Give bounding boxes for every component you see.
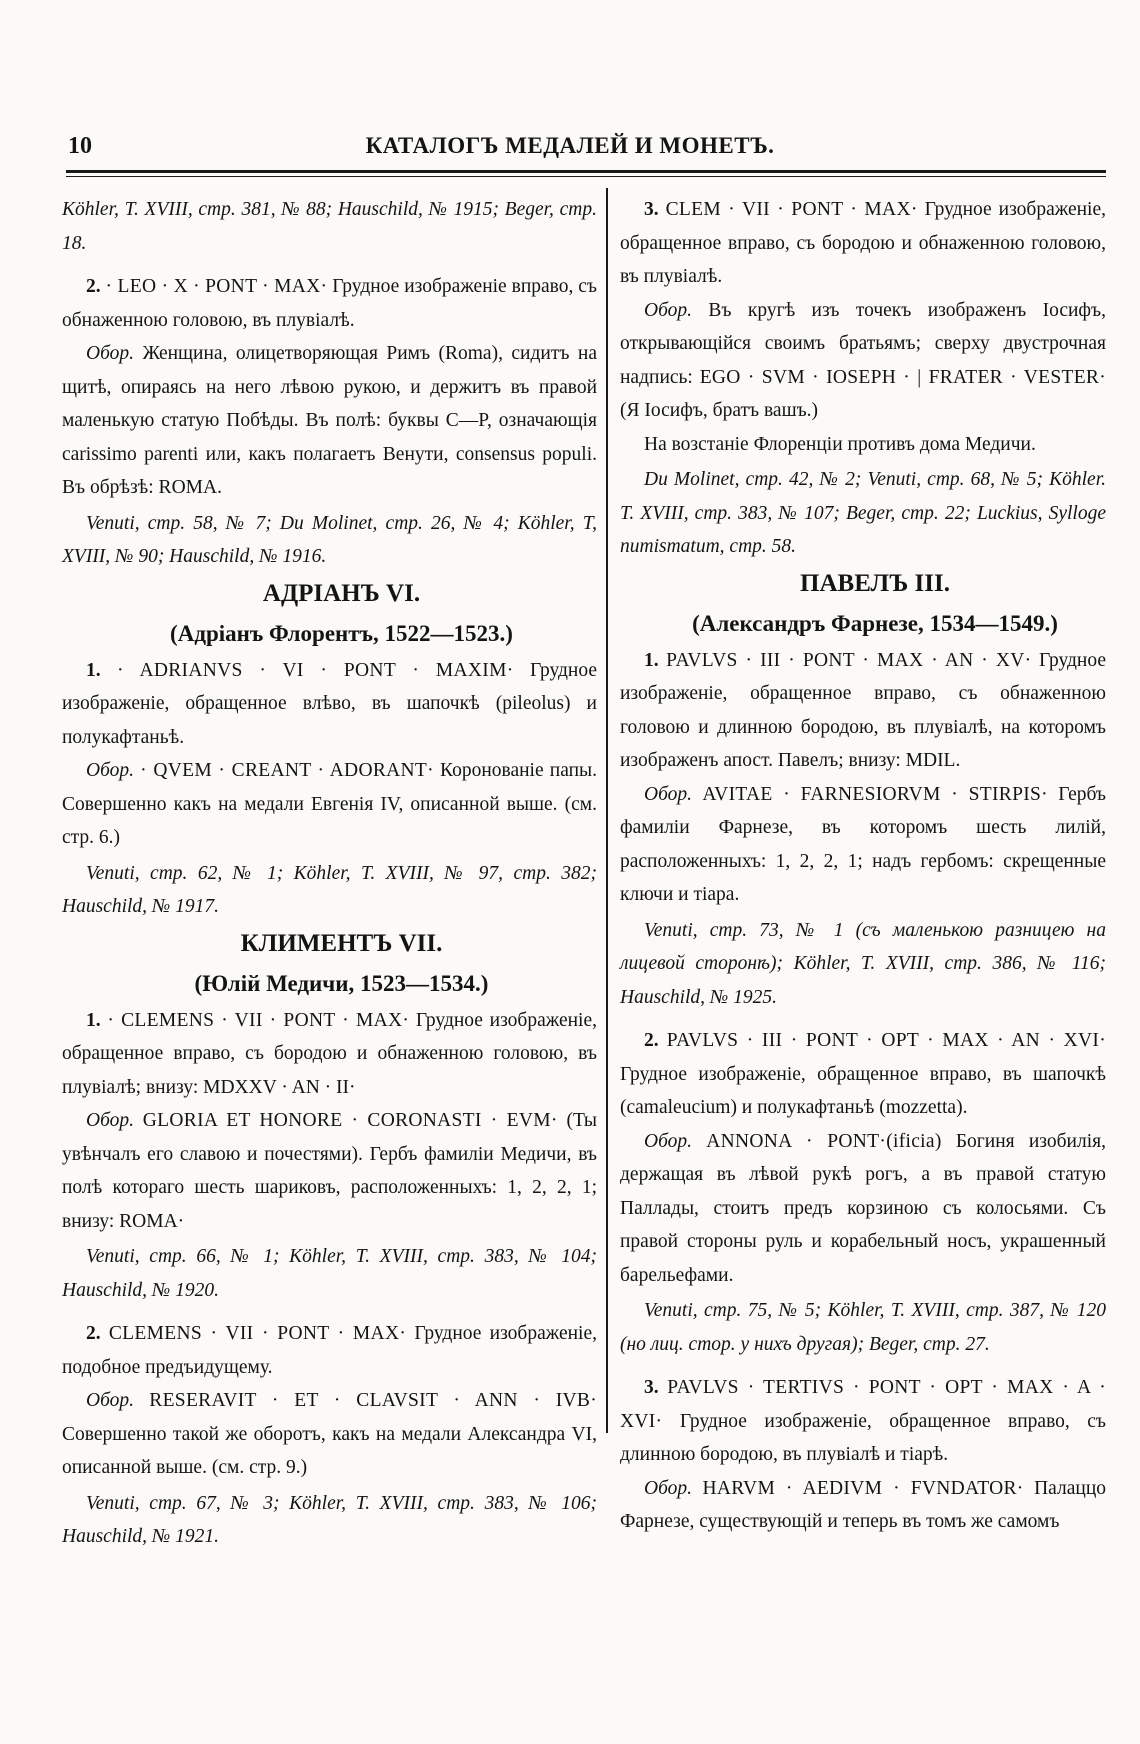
entry-number: 2. <box>644 1030 659 1051</box>
reverse-legend: ANNONA · PONT·(ificia) <box>706 1130 942 1152</box>
medal-description: Грудное изображеніе, обращенное вправо, съ бородою и обнаженною головою, въ плувіалѣ; внизу: MDXXV · AN · II· <box>62 1009 598 1098</box>
section-subtitle-adrian: (Адріанъ Флорентъ, 1522—1523.) <box>170 620 513 646</box>
reverse-description <box>620 1125 1106 1293</box>
medal-legend: · CLEMENS · VII · PONT · MAX· <box>107 1009 410 1031</box>
entry-number: 1. <box>86 1009 101 1031</box>
medal-entry-clement-1 <box>62 1004 597 1105</box>
reverse-label: Обор. <box>644 783 693 805</box>
medal-entry-leo-2 <box>62 270 597 337</box>
entry-number: 1. <box>644 649 659 671</box>
medal-legend: CLEMENS · VII · PONT · MAX· <box>108 1323 407 1344</box>
reverse-label: Обор. <box>86 1390 135 1411</box>
medal-entry-clement-2 <box>62 1317 597 1384</box>
right-column <box>620 193 1106 1539</box>
reverse-text: Женщина, олицетворяющая Римъ (Roma), сидитъ на щитѣ, опираясь на него лѣвою рукою, и держитъ въ правой маленькую статую Побѣды. Въ полѣ: буквы C—P, означающія carissimo parenti или, какъ полагаетъ Венути, consensus populi. Въ обрѣзѣ: ROMA. <box>62 343 597 498</box>
reverse-label: Обор. <box>86 760 135 781</box>
historical-note: На возстаніе Флоренціи противъ дома Медичи. <box>644 433 1036 455</box>
reference-line: Köhler, T. XVIII, стр. 381, № 88; Hauschild, № 1915; Beger, стр. 18. <box>62 199 597 254</box>
reverse-description <box>620 1472 1106 1539</box>
citation: Venuti, стр. 67, № 3; Köhler, T. XVIII, стр. 383, № 106; Hauschild, № 1921. <box>62 1492 597 1547</box>
reverse-legend: AVITAE · FARNESIORVM · STIRPIS· <box>702 783 1048 805</box>
reverse-description <box>620 778 1106 912</box>
entry-number: 3. <box>644 199 659 220</box>
medal-entry-paul-1 <box>620 644 1106 778</box>
citation: Venuti, стр. 73, № 1 (съ маленькою разницею на лицевой сторонѣ); Köhler, T. XVIII, стр. 386, № 116; Hauschild, № 1925. <box>620 919 1106 1008</box>
entry-number: 2. <box>86 1323 101 1344</box>
medal-legend: CLEM · VII · PONT · MAX· <box>665 199 918 220</box>
medal-legend: · LEO · X · PONT · MAX· <box>105 276 328 297</box>
medal-legend: PAVLVS · III · PONT · MAX · AN · XV· <box>666 649 1032 671</box>
column-divider <box>606 188 608 1433</box>
citation: Du Molinet, стр. 42, № 2; Venuti, стр. 68, № 5; Köhler. T. XVIII, стр. 383, № 107; Beger, стр. 22; Luckius, Sylloge numismatum, стр. 58. <box>620 469 1106 557</box>
medal-description: Грудное изображеніе, обращенное влѣво, въ шапочкѣ (pileolus) и полукафтаньѣ. <box>62 659 598 748</box>
reverse-legend: RESERAVIT · ET · CLAVSIT · ANN · IVB· <box>149 1390 597 1411</box>
entry-number: 3. <box>644 1377 659 1398</box>
medal-entry-paul-2 <box>620 1024 1106 1125</box>
reverse-description <box>620 294 1106 428</box>
reverse-description <box>62 337 597 505</box>
reverse-text: Въ кругѣ изъ точекъ изображенъ Іосифъ, открывающійся своимъ братьямъ; сверху двустрочная надпись: <box>620 299 1107 388</box>
reverse-text: (Ты увѣнчалъ его славою и почестями). Гербъ фамиліи Медичи, въ полѣ котораго шесть шариковъ, расположенныхъ: 1, 2, 2, 1; внизу: ROMA· <box>62 1110 597 1232</box>
reverse-label: Обор. <box>644 1130 693 1152</box>
citation: Venuti, стр. 75, № 5; Köhler, T. XVIII, стр. 387, № 120 (но лиц. стор. у нихъ другая); Beger, стр. 27. <box>620 1300 1106 1355</box>
medal-description: Грудное изображеніе вправо, съ обнаженною головою, въ плувіалѣ. <box>62 276 598 331</box>
entry-number: 1. <box>86 659 101 681</box>
reverse-legend: EGO · SVM · IOSEPH · | FRATER · VESTER· <box>699 366 1107 388</box>
medal-entry-paul-3 <box>620 1371 1106 1472</box>
section-title-paul: ПАВЕЛЪ III. <box>800 569 950 597</box>
section-title-clement: КЛИМЕНТЪ VII. <box>240 929 443 957</box>
page-number: 10 <box>68 133 92 159</box>
medal-legend: PAVLVS · III · PONT · OPT · MAX · AN · XVI· <box>666 1030 1107 1051</box>
left-column <box>62 193 597 1554</box>
medal-description: Грудное изображеніе, обращенное вправо, въ шапочкѣ (camaleucium) и полукафтаньѣ (mozzetta). <box>620 1063 1106 1118</box>
reverse-legend: GLORIA ET HONORE · CORONASTI · EVM· <box>142 1110 558 1131</box>
reverse-legend: HARVM · AEDIVM · FVNDATOR· <box>702 1477 1024 1499</box>
section-subtitle-clement: (Юлій Медичи, 1523—1534.) <box>194 970 489 996</box>
medal-entry-adrian-1 <box>62 654 597 755</box>
reverse-description <box>62 754 597 855</box>
section-title-adrian: АДРІАНЪ VI. <box>262 579 421 607</box>
medal-description: Грудное изображеніе, подобное предъидущему. <box>62 1323 598 1378</box>
reverse-text: Коронованіе папы. Совершенно какъ на медали Евгенія IV, описанной выше. (см. стр. 6.) <box>62 760 598 848</box>
reverse-text: Богиня изобилія, держащая въ лѣвой рукѣ рогъ, а въ правой статую Паллады, стоитъ предъ корзиною съ колосьями. Съ правой стороны руль и корабельный носъ, украшенный барельефами. <box>620 1130 1106 1286</box>
reverse-label: Обор. <box>86 1110 135 1131</box>
entry-number: 2. <box>86 276 101 297</box>
reverse-label: Обор. <box>644 299 693 321</box>
running-title: КАТАЛОГЪ МЕДАЛЕЙ И МОНЕТЪ. <box>365 133 775 158</box>
reverse-text: Совершенно такой же оборотъ, какъ на медали Александра VI, описанной выше. (см. стр. 9.) <box>62 1423 597 1478</box>
reverse-text: Гербъ фамиліи Фарнезе, въ которомъ шесть лилій, расположенныхъ: 1, 2, 2, 1; надъ гербомъ: скрещенные ключи и тіара. <box>620 783 1106 905</box>
medal-entry-clement-3 <box>620 193 1106 294</box>
medal-description: Грудное изображеніе, обращенное вправо, съ длинною бородою, въ плувіалѣ и тіарѣ. <box>620 1410 1106 1465</box>
medal-legend: PAVLVS · TERTIVS · PONT · OPT · MAX · A · XVI· <box>620 1377 1106 1432</box>
medal-legend: · ADRIANVS · VI · PONT · MAXIM· <box>117 659 514 681</box>
reverse-legend: · QVEM · CREANT · ADORANT· <box>140 760 434 781</box>
reverse-description <box>62 1384 597 1485</box>
section-subtitle-paul: (Александръ Фарнезе, 1534—1549.) <box>692 610 1058 636</box>
medal-description: Грудное изображеніе, обращенное вправо, съ обнаженною головою и длинною бородою, въ плувіалѣ, на которомъ изображенъ апост. Павелъ; внизу: MDIL. <box>620 649 1106 771</box>
medal-description: Грудное изображеніе, обращенное вправо, съ бородою и обнаженною головою, въ плувіалѣ. <box>620 199 1107 287</box>
citation: Venuti, стр. 58, № 7; Du Molinet, стр. 26, № 4; Köhler, T, XVIII, № 90; Hauschild, № 1916. <box>62 512 597 567</box>
reverse-label: Обор. <box>86 343 135 364</box>
reverse-text: Палаццо Фарнезе, существующій и теперь въ томъ же самомъ <box>620 1477 1107 1532</box>
citation: Venuti, стр. 62, № 1; Köhler, T. XVIII, № 97, стр. 382; Hauschild, № 1917. <box>62 862 597 917</box>
reverse-label: Обор. <box>644 1477 693 1499</box>
citation: Venuti, стр. 66, № 1; Köhler, T. XVIII, стр. 383, № 104; Hauschild, № 1920. <box>62 1246 597 1301</box>
reverse-translation: (Я Іосифъ, братъ вашъ.) <box>620 400 819 421</box>
header-rule <box>66 170 1106 173</box>
reverse-description <box>62 1104 597 1238</box>
header-rule-thin <box>66 176 1106 177</box>
